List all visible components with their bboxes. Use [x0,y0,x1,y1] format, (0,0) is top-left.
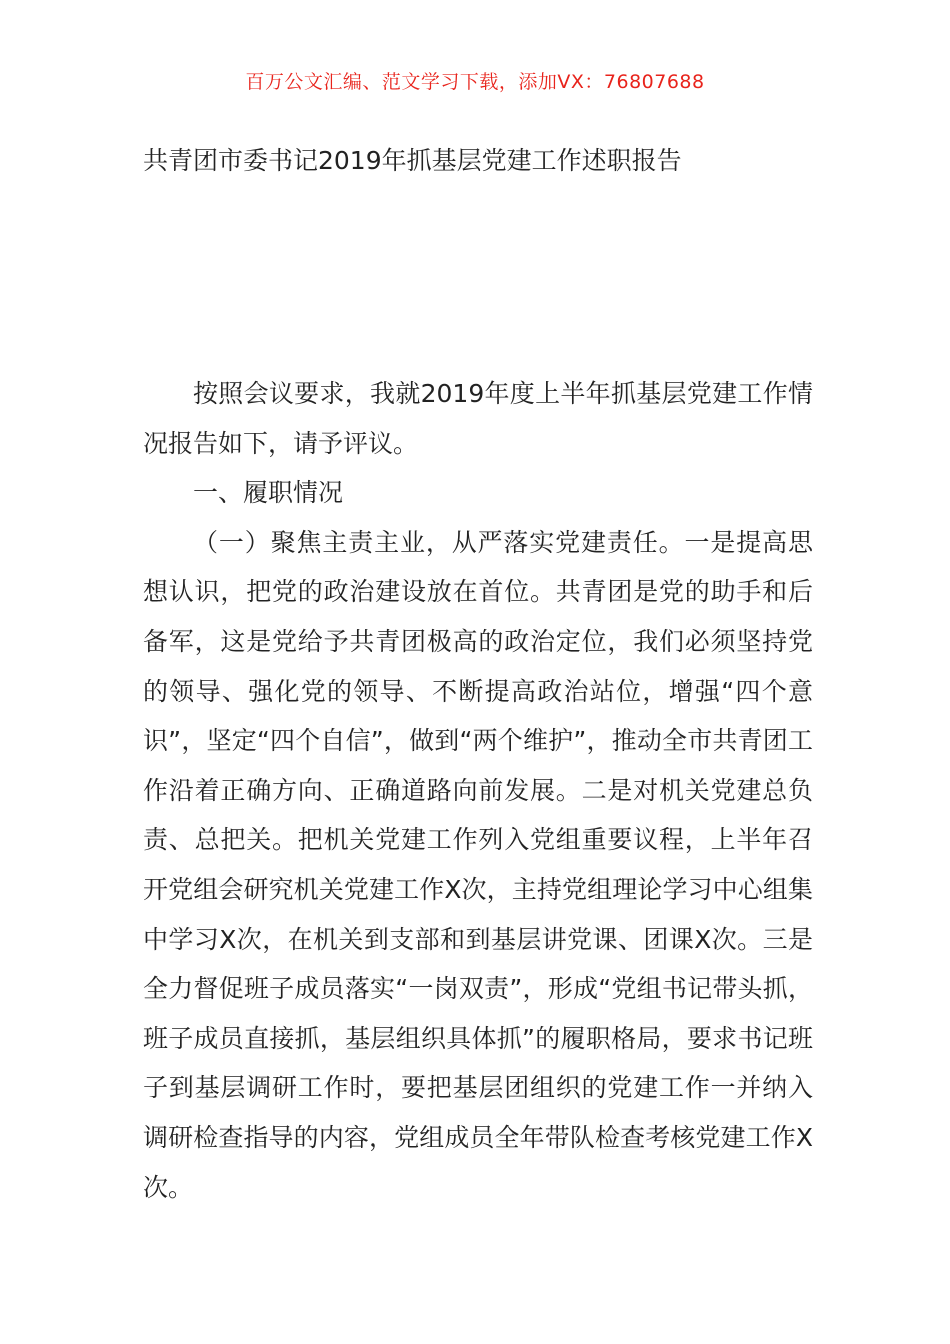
document-body [143,369,813,1212]
header-promo-note: 百万公文汇编、范文学习下载，添加VX：76807688 [245,71,705,93]
document-title: 共青团市委书记2019年抓基层党建工作述职报告 [143,146,682,175]
section-heading: 一、履职情况 [193,478,344,508]
paragraph-intro: 按照会议要求，我就2019年度上半年抓基层党建工作情况报告如下，请予评议。 [143,379,813,458]
paragraph-section-1: （一）聚焦主责主业，从严落实党建责任。一是提高思想认识，把党的政治建设放在首位。共青团是党的助手和后备军，这是党给予共青团极高的政治定位，我们必须坚持党的领导、强化党的领导、不断提高政治站位，增强“四个意识”，坚定“四个自信”，做到“两个维护”，推动全市共青团工作沿着正确方向、正确道路向前发展。二是对机关党建总负责、总把关。把机关党建工作列入党组重要议程，上半年召开党组会研究机关党建工作X次，主持党组理论学习中心组集中学习X次，在机关到支部和到基层讲党课、团课X次。三是全力督促班子成员落实“一岗双责”，形成“党组书记带头抓，班子成员直接抓，基层组织具体抓”的履职格局，要求书记班子到基层调研工作时，要把基层团组织的党建工作一并纳入调研检查指导的内容，党组成员全年带队检查考核党建工作X次。 [143,527,813,1202]
